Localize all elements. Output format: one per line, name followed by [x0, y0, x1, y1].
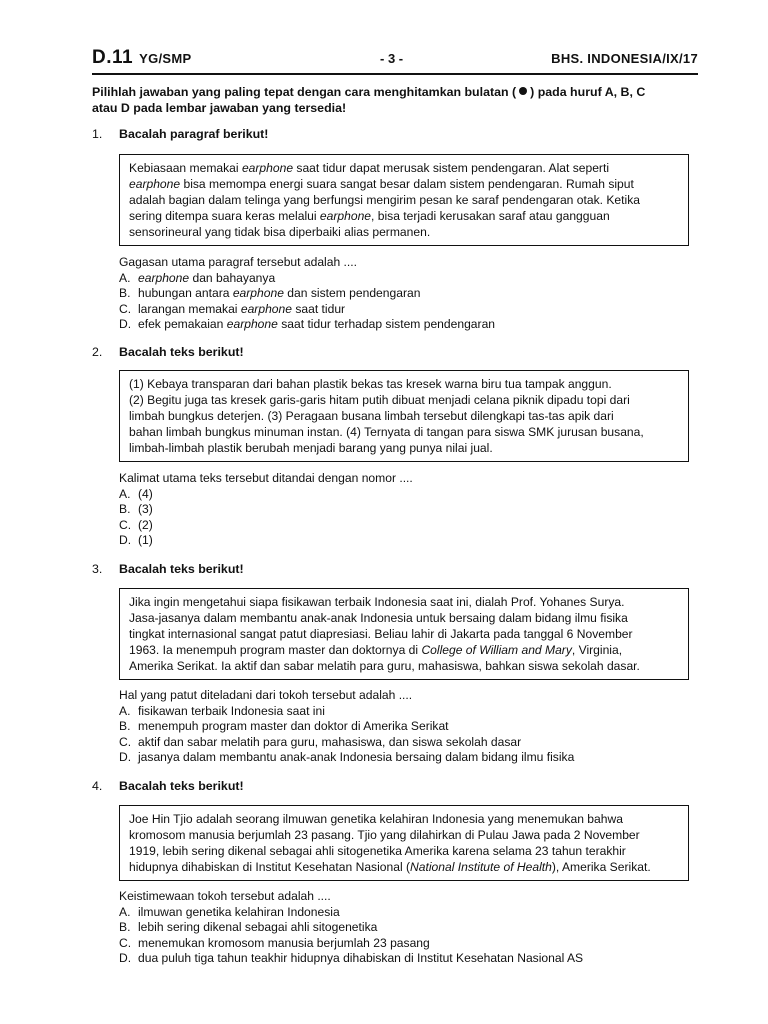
exam-code: [92, 47, 191, 69]
option-c[interactable]: C. (2): [119, 517, 153, 532]
option-d[interactable]: D. jasanya dalam membantu anak-anak Indonesia bersaing dalam bidang ilmu fisika: [119, 750, 575, 764]
page-header: [92, 45, 698, 75]
question-number: 2.: [92, 345, 103, 359]
exam-code-main: D.11: [92, 47, 134, 68]
question-title: Bacalah teks berikut!: [119, 779, 244, 793]
passage-line: 1963. Ia menempuh program master dan doktornya di College of William and Mary, Virginia,: [129, 643, 623, 657]
question-stem: Keistimewaan tokoh tersebut adalah ....: [119, 889, 331, 903]
question-2-header: [92, 345, 244, 359]
subject-label: BHS. INDONESIA/IX/17: [551, 51, 698, 66]
instruction: [92, 84, 698, 116]
passage-line: limbah bungkus deterjen. (3) Peragaan busana limbah tersebut dilengkapi tas-tas apik dari: [129, 409, 614, 423]
question-4-passage: [119, 805, 689, 881]
passage-line: (2) Begitu juga tas kresek garis-garis hitam putih dibuat menjadi celana piknik dipadu topi dari: [129, 393, 630, 407]
option-a[interactable]: A. earphone dan bahayanya: [119, 270, 276, 285]
passage-line: adalah bagian dalam telinga yang berfungsi mengirim pesan ke saraf pendengaran otak. Ketika: [129, 193, 640, 207]
question-title: Bacalah teks berikut!: [119, 562, 244, 576]
passage-line: 1919, lebih sering dikenal sebagai ahli sitogenetika Amerika karena selama 23 tahun terakhir: [129, 844, 626, 858]
option-c[interactable]: C. menemukan kromosom manusia berjumlah 23 pasang: [119, 935, 430, 950]
passage-line: sensorineural yang tidak bisa diperbaiki alias permanen.: [129, 225, 431, 239]
passage-line: hidupnya dihabiskan di Institut Kesehatan Nasional (National Institute of Health), Amerika Serikat.: [129, 860, 651, 874]
passage-line: Jika ingin mengetahui siapa fisikawan terbaik Indonesia saat ini, dialah Prof. Yohanes Surya.: [129, 595, 625, 609]
instruction-text-b: ) pada huruf A, B, C: [530, 85, 646, 99]
question-3-header: [92, 562, 244, 576]
question-1-header: [92, 127, 268, 141]
question-4-header: [92, 779, 244, 793]
page-number: - 3 -: [380, 51, 404, 66]
question-4-options: [119, 889, 699, 967]
instruction-line-2: atau D pada lembar jawaban yang tersedia!: [92, 101, 347, 115]
instruction-line-1: [92, 84, 698, 100]
question-3-passage: [119, 588, 689, 680]
passage-line: earphone bisa memompa energi suara sangat besar dalam sistem pendengaran. Rumah siput: [129, 177, 634, 191]
question-1-passage: [119, 154, 689, 246]
option-b[interactable]: B. (3): [119, 502, 153, 516]
option-b[interactable]: B. menempuh program master dan doktor di Amerika Serikat: [119, 719, 449, 733]
option-d[interactable]: D. (1): [119, 533, 153, 547]
question-3-options: [119, 688, 699, 766]
question-1-options: [119, 255, 699, 333]
passage-line: kromosom manusia berjumlah 23 pasang. Tjio yang dilahirkan di Pulau Jawa pada 2 November: [129, 828, 640, 842]
passage-line: sering ditempa suara keras melalui earphone, bisa terjadi kerusakan saraf atau gangguan: [129, 209, 610, 223]
instruction-text-a: Pilihlah jawaban yang paling tepat dengan cara menghitamkan bulatan (: [92, 85, 517, 99]
option-d[interactable]: D. efek pemakaian earphone saat tidur terhadap sistem pendengaran: [119, 317, 496, 331]
question-stem: Gagasan utama paragraf tersebut adalah ....: [119, 255, 357, 269]
passage-line: Joe Hin Tjio adalah seorang ilmuwan genetika kelahiran Indonesia yang menemukan bahwa: [129, 812, 623, 826]
question-stem: Hal yang patut diteladani dari tokoh tersebut adalah ....: [119, 688, 413, 702]
option-b[interactable]: B. lebih sering dikenal sebagai ahli sitogenetika: [119, 920, 378, 934]
question-2-passage: [119, 370, 689, 462]
passage-line: tingkat internasional sangat patut diapresiasi. Beliau lahir di Jakarta pada tanggal 6 November: [129, 627, 633, 641]
passage-line: Kebiasaan memakai earphone saat tidur dapat merusak sistem pendengaran. Alat seperti: [129, 161, 610, 175]
question-number: 1.: [92, 127, 103, 141]
option-d[interactable]: D. dua puluh tiga tahun teakhir hidupnya dihabiskan di Institut Kesehatan Nasional AS: [119, 951, 584, 965]
option-b[interactable]: B. hubungan antara earphone dan sistem pendengaran: [119, 286, 421, 300]
question-title: Bacalah teks berikut!: [119, 345, 244, 359]
option-a[interactable]: A. fisikawan terbaik Indonesia saat ini: [119, 703, 325, 718]
option-a[interactable]: A. (4): [119, 486, 153, 501]
passage-line: (1) Kebaya transparan dari bahan plastik bekas tas kresek warna biru tua tampak anggun.: [129, 377, 612, 391]
question-2-options: [119, 471, 699, 549]
option-c[interactable]: C. aktif dan sabar melatih para guru, mahasiswa, dan siswa sekolah dasar: [119, 734, 522, 749]
question-number: 4.: [92, 779, 103, 793]
question-number: 3.: [92, 562, 103, 576]
option-c[interactable]: C. larangan memakai earphone saat tidur: [119, 301, 346, 316]
option-a[interactable]: A. ilmuwan genetika kelahiran Indonesia: [119, 904, 340, 919]
passage-line: limbah-limbah plastik berubah menjadi barang yang punya nilai jual.: [129, 441, 493, 455]
passage-line: Amerika Serikat. Ia aktif dan sabar melatih para guru, mahasiswa, bahkan siswa sekolah dasar.: [129, 659, 640, 673]
question-stem: Kalimat utama teks tersebut ditandai dengan nomor ....: [119, 471, 413, 485]
filled-circle-icon: [519, 87, 527, 95]
exam-code-sub: YG/SMP: [139, 51, 192, 66]
question-title: Bacalah paragraf berikut!: [119, 127, 269, 141]
passage-line: bahan limbah bungkus minuman instan. (4) Ternyata di tangan para siswa SMK jurusan busana,: [129, 425, 644, 439]
passage-line: Jasa-jasanya dalam membantu anak-anak Indonesia untuk bersaing dalam bidang ilmu fisika: [129, 611, 628, 625]
